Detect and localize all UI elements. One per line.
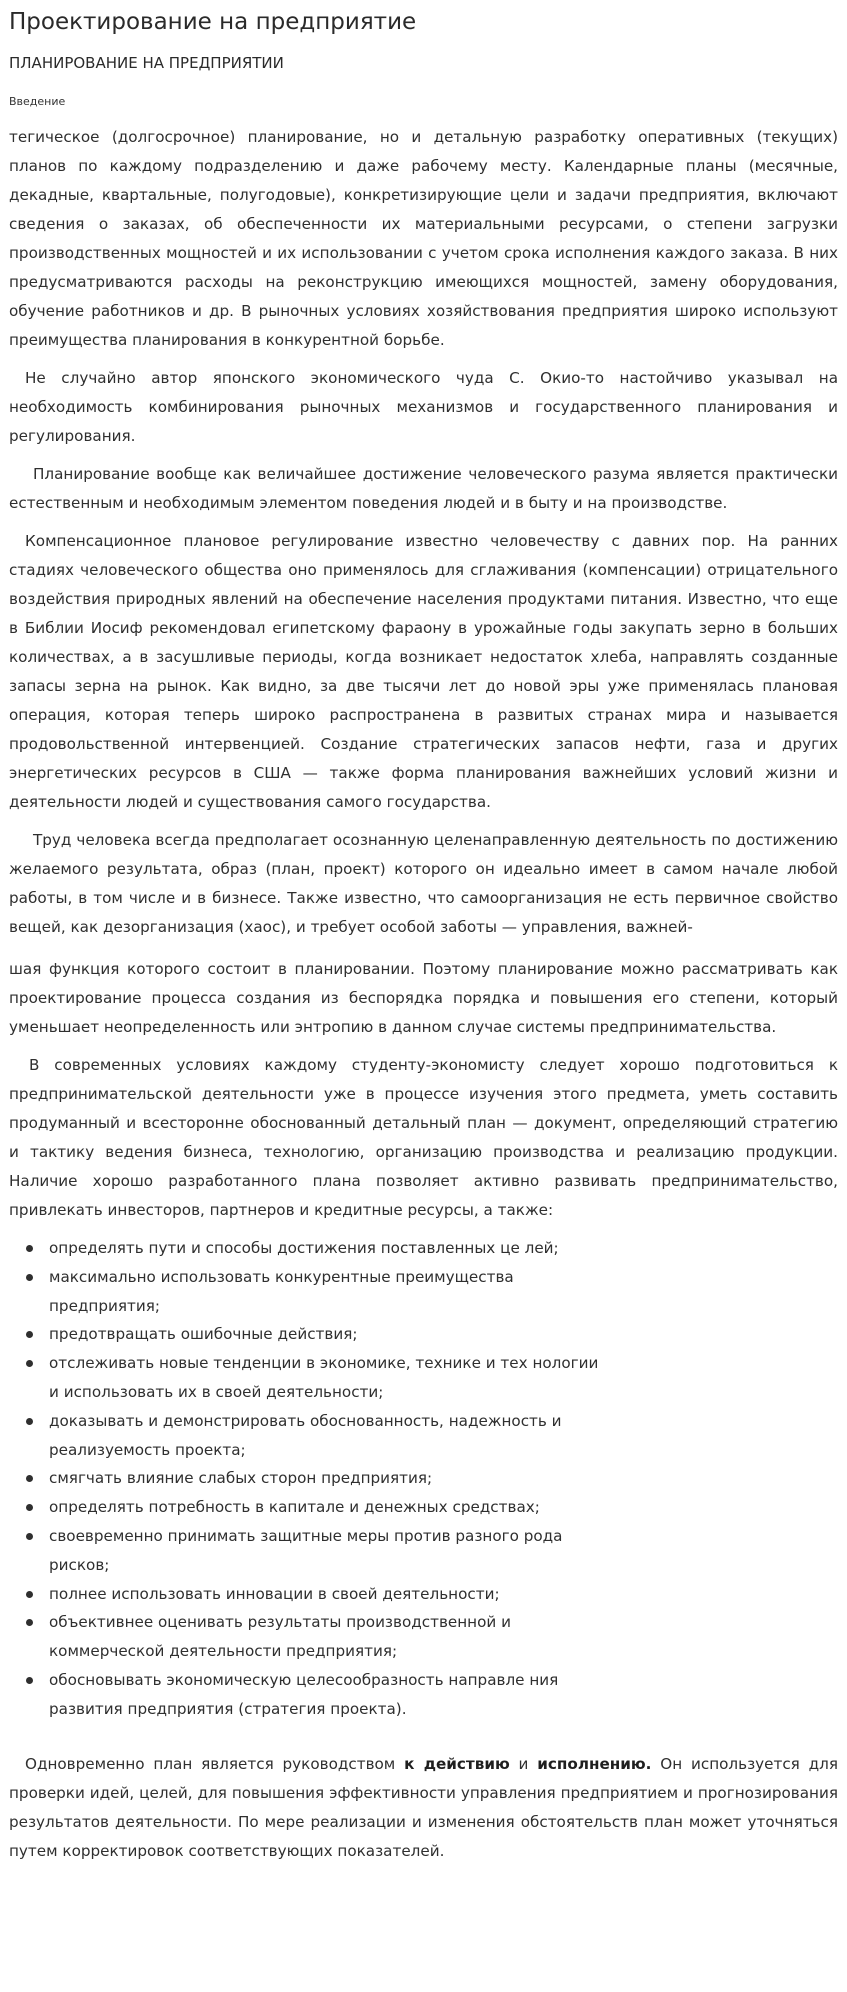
list-item — [49, 1234, 609, 1263]
paragraph: Компенсационное плановое регулирование известно человечеству с давних пор. На ранних стадиях человеческого общества оно применялось для сглаживания (компенсации) отрицательного воздействия природных явлений на обеспечение населения продуктами питания. Известно, что еще в Библии Иосиф рекомендовал египетскому фараону в урожайные годы закупать зерно в больших количествах, а в засушливые периоды, когда возникает недостаток хлеба, направлять созданные запасы зерна на рынок. Как видно, за две тысячи лет до новой эры уже применялась плановая операция, которая теперь широко распространена в развитых странах мира и называется продовольственной интервенцией. Создание стратегических запасов нефти, газа и других энергетических ресурсов в США — также форма планирования важнейших условий жизни и деятельности людей и существования самого государства. — [9, 532, 838, 811]
list-item — [49, 1493, 609, 1522]
list-item — [49, 1407, 609, 1465]
list-item-text: определять пути и способы достижения поставленных це лей; — [49, 1239, 559, 1257]
paragraph: Не случайно автор японского экономического чуда С. Окио-то настойчиво указывал на необходимость комбинирования рыночных механизмов и государственного планирования и регулирования. — [9, 369, 838, 445]
paragraph: тегическое (долгосрочное) планирование, но и детальную разработку оперативных (текущих) планов по каждому подразделению и даже рабочему месту. Календарные планы (месячные, декадные, квартальные, полугодовые), конкретизирующие цели и задачи предприятия, включают сведения о заказах, об обеспеченности их материальными ресурсами, о степени загрузки производственных мощностей и их использовании с учетом срока исполнения каждого заказа. В них предусматриваются расходы на реконструкцию имеющихся мощностей, замену оборудования, обучение работников и др. В рыночных условиях хозяйствования предприятия широко используют преимущества планирования в конкурентной борьбе. — [9, 128, 838, 349]
final-paragraph — [9, 1750, 838, 1866]
paragraph: Труд человека всегда предполагает осознанную целенаправленную деятельность по достижению желаемого результата, образ (план, проект) которого он идеально имеет в самом начале любой работы, в том числе и в бизнесе. Также известно, что самоорганизация не есть первичное свойство вещей, как дезорганизация (хаос), и требует особой заботы — управления, важней- — [9, 831, 838, 936]
bullet-icon — [26, 1504, 33, 1511]
bullet-icon — [26, 1331, 33, 1338]
bold-phrase-execution: исполнению. — [537, 1754, 652, 1773]
section-label: Введение — [9, 95, 66, 108]
list-item — [49, 1580, 609, 1609]
bullet-icon — [26, 1418, 33, 1425]
bullet-list — [9, 1234, 609, 1724]
bullet-icon — [26, 1245, 33, 1252]
page-subtitle: ПЛАНИРОВАНИЕ НА ПРЕДПРИЯТИИ — [9, 54, 284, 72]
list-item — [49, 1263, 609, 1321]
bullet-icon — [26, 1591, 33, 1598]
list-item — [49, 1464, 609, 1493]
paragraph: В современных условиях каждому студенту-экономисту следует хорошо подготовиться к предпринимательской деятельности уже в процессе изучения этого предмета, уметь составить продуманный и всесторонне обоснованный детальный план — документ, определяющий стратегию и тактику ведения бизнеса, технологию, организацию производства и реализацию продукции. Наличие хорошо разработанного плана позволяет активно развивать предпринимательство, привлекать инвесторов, партнеров и кредитные ресурсы, а также: — [9, 1056, 838, 1219]
list-item — [49, 1522, 609, 1580]
list-item — [49, 1320, 609, 1349]
bullet-icon — [26, 1274, 33, 1281]
final-text-start: Одновременно план является руководством — [25, 1754, 405, 1773]
bullet-icon — [26, 1619, 33, 1626]
list-item-text: отслеживать новые тенденции в экономике, технике и тех нологии и использовать их в своей деятельности; — [49, 1354, 599, 1401]
list-item-text: объективнее оценивать результаты производственной и коммерческой деятельности предприятия; — [49, 1613, 511, 1661]
list-item — [49, 1349, 609, 1407]
list-item-text: предотвращать ошибочные действия; — [49, 1325, 358, 1344]
bullet-icon — [26, 1677, 33, 1684]
paragraph: шая функция которого состоит в планировании. Поэтому планирование можно рассматривать как проектирование процесса создания из беспорядка порядка и повышения его степени, который уменьшает неопределенность или энтропию в данном случае системы предпринимательства. — [9, 960, 838, 1036]
list-item-text: доказывать и демонстрировать обоснованность, надежность и реализуемость проекта; — [49, 1411, 562, 1459]
list-item-text: полнее использовать инновации в своей деятельности; — [49, 1584, 500, 1603]
list-item-text: определять потребность в капитале и денежных средствах; — [49, 1498, 540, 1517]
paragraph: Планирование вообще как величайшее достижение человеческого разума является практически естественным и необходимым элементом поведения людей и в быту и на производстве. — [9, 465, 838, 512]
bullet-icon — [26, 1475, 33, 1482]
list-item-text: обосновывать экономическую целесообразность направле ния развития предприятия (стратегия проекта). — [49, 1670, 559, 1718]
page-title: Проектирование на предприятие — [9, 9, 417, 35]
final-text-mid: и — [509, 1754, 538, 1773]
list-item — [49, 1608, 609, 1666]
bold-phrase-action: к действию — [404, 1754, 510, 1773]
bullet-icon — [26, 1533, 33, 1540]
final-text-end: Он используется для проверки идей, целей, для повышения эффективности управления предприятием и прогнозирования результатов деятельности. По мере реализации и изменения обстоятельств план может уточняться путем корректировок соответствующих показателей. — [9, 1754, 838, 1860]
list-item — [49, 1666, 609, 1724]
list-item-text: смягчать влияние слабых сторон предприятия; — [49, 1469, 433, 1488]
bullet-icon — [26, 1360, 33, 1367]
list-item-text: своевременно принимать защитные меры против разного рода рисков; — [49, 1526, 563, 1574]
article-body — [9, 123, 838, 1866]
list-item-text: максимально использовать конкурентные преимущества предприятия; — [49, 1267, 514, 1315]
